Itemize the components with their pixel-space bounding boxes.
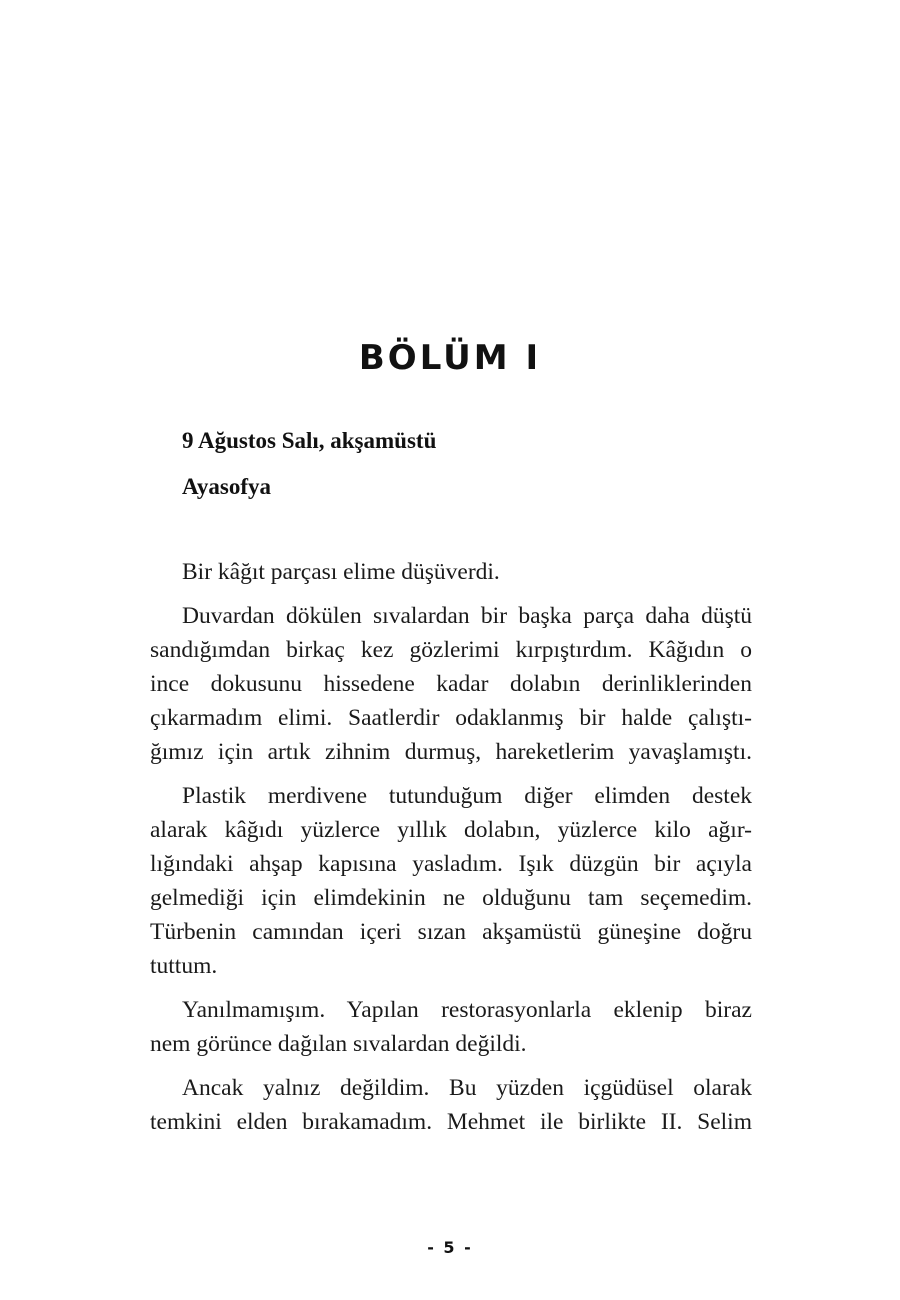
text-line: nem görünce dağılan sıvalardan değildi. (150, 1031, 527, 1057)
entry-place: Ayasofya (182, 474, 272, 499)
text-line: sandığımdan birkaç kez gözlerimi kırpıştırdım. Kâğıdın o (150, 637, 752, 663)
entry-date: 9 Ağustos Salı, akşamüstü (182, 428, 437, 453)
paragraph (150, 599, 752, 769)
page-number: - 5 - (427, 1238, 473, 1257)
text-line: temkini elden bırakamadım. Mehmet ile birlikte II. Selim (150, 1109, 752, 1135)
text-line: Türbenin camından içeri sızan akşamüstü güneşine doğru (150, 919, 752, 945)
paragraph (150, 555, 752, 589)
body-text (150, 555, 752, 1139)
text-line: Yanılmamışım. Yapılan restorasyonlarla eklenip biraz (182, 997, 752, 1023)
text-line: Ancak yalnız değildim. Bu yüzden içgüdüsel olarak (182, 1075, 752, 1101)
text-line: gelmediği için elimdekinin ne olduğunu tam seçemedim. (150, 885, 752, 911)
paragraph (150, 1071, 752, 1139)
text-line: tuttum. (150, 953, 218, 979)
text-line: Bir kâğıt parçası elime düşüverdi. (182, 559, 500, 585)
text-line: alarak kâğıdı yüzlerce yıllık dolabın, yüzlerce kilo ağır- (150, 817, 752, 843)
paragraph (150, 993, 752, 1061)
text-line: ince dokusunu hissedene kadar dolabın derinliklerinden (150, 671, 752, 697)
paragraph (150, 779, 752, 983)
chapter-title: BÖLÜM I (358, 338, 542, 378)
text-line: Plastik merdivene tutunduğum diğer elimden destek (182, 783, 752, 809)
text-line: çıkarmadım elimi. Saatlerdir odaklanmış bir halde çalıştı- (150, 705, 752, 731)
text-line: lığındaki ahşap kapısına yasladım. Işık düzgün bir açıyla (150, 851, 752, 877)
text-line: ğımız için artık zihnim durmuş, hareketlerim yavaşlamıştı. (150, 739, 752, 765)
text-line: Duvardan dökülen sıvalardan bir başka parça daha düştü (182, 603, 752, 629)
